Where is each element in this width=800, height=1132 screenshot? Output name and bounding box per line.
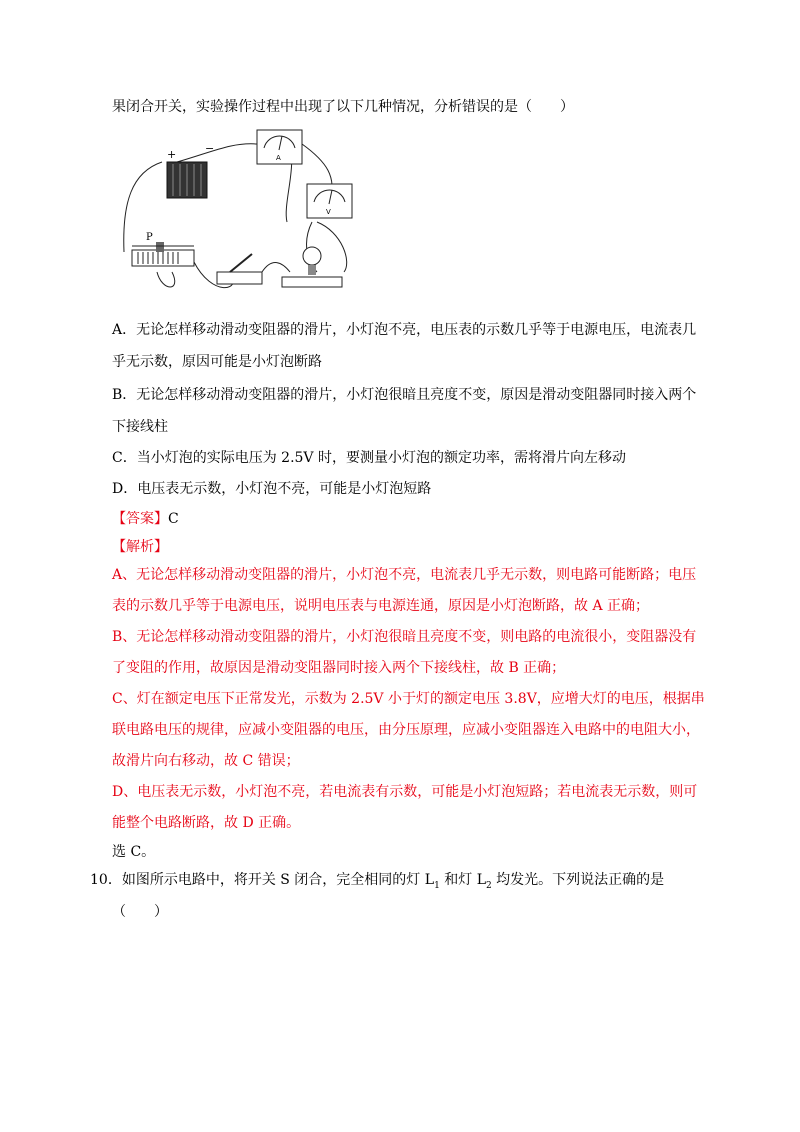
- switch-icon: [217, 254, 262, 284]
- circuit-diagram: [112, 122, 362, 298]
- analysis-conclusion: 选 C。: [112, 844, 156, 860]
- q10-text-c: 均发光。下列说法正确的是: [491, 872, 665, 888]
- question-10-paren: （ ）: [112, 904, 168, 920]
- option-b-line2: 下接线柱: [112, 419, 168, 435]
- lamp-icon: [282, 247, 342, 287]
- answer-value: C: [168, 511, 179, 527]
- q10-sub-2: 2: [486, 880, 492, 891]
- q10-sub-1: 1: [434, 880, 440, 891]
- ammeter-icon: [257, 130, 302, 164]
- analysis-line: 联电路电压的规律，应减小变阻器的电压，由分压原理，应减小变阻器连入电路中的电阻大小，: [112, 722, 700, 738]
- q10-text-a: 10．如图所示电路中，将开关 S 闭合，完全相同的灯 L: [90, 872, 435, 888]
- question-intro: 果闭合开关，实验操作过程中出现了以下几种情况，分析错误的是（ ）: [112, 99, 574, 115]
- battery-plus-label: +: [167, 148, 177, 161]
- question-10-text: [90, 870, 664, 896]
- analysis-line: 表的示数几乎等于电源电压，说明电压表与电源连通，原因是小灯泡断路，故 A 正确；: [112, 598, 650, 614]
- analysis-line: 了变阻的作用，故原因是滑动变阻器同时接入两个下接线柱，故 B 正确；: [112, 660, 566, 676]
- battery-minus-label: −: [205, 142, 215, 155]
- slider-label: P: [146, 232, 153, 243]
- svg-text:V: V: [326, 208, 331, 216]
- analysis-line: B、无论怎样移动滑动变阻器的滑片，小灯泡很暗且亮度不变，则电路的电流很小，变阻器没有: [112, 629, 697, 645]
- analysis-line: C、灯在额定电压下正常发光，示数为 2.5V 小于灯的额定电压 3.8V，应增大灯的电压，根据串: [112, 691, 705, 707]
- analysis-label: 【解析】: [112, 539, 168, 555]
- analysis-line: 故滑片向右移动，故 C 错误；: [112, 753, 300, 769]
- analysis-line: 能整个电路断路，故 D 正确。: [112, 815, 301, 831]
- option-b-line1: B．无论怎样移动滑动变阻器的滑片，小灯泡很暗且亮度不变，原因是滑动变阻器同时接入两个: [112, 387, 697, 403]
- option-a-line1: A．无论怎样移动滑动变阻器的滑片，小灯泡不亮，电压表的示数几乎等于电源电压，电流表几: [112, 322, 697, 338]
- battery-icon: [167, 162, 207, 198]
- voltmeter-icon: [307, 184, 352, 218]
- option-c: C．当小灯泡的实际电压为 2.5V 时，要测量小灯泡的额定功率，需将滑片向左移动: [112, 450, 626, 466]
- rheostat-icon: [132, 242, 194, 266]
- answer-line: [112, 509, 179, 529]
- q10-text-b: 和灯 L: [439, 872, 486, 888]
- analysis-line: D、电压表无示数，小灯泡不亮，若电流表有示数，可能是小灯泡短路；若电流表无示数，则可: [112, 784, 698, 800]
- svg-text:A: A: [276, 154, 281, 162]
- option-d: D．电压表无示数，小灯泡不亮，可能是小灯泡短路: [112, 481, 432, 497]
- analysis-line: A、无论怎样移动滑动变阻器的滑片，小灯泡不亮，电流表几乎无示数，则电路可能断路；电压: [112, 567, 697, 583]
- option-a-line2: 乎无示数，原因可能是小灯泡断路: [112, 354, 322, 370]
- answer-label: 【答案】: [112, 511, 168, 527]
